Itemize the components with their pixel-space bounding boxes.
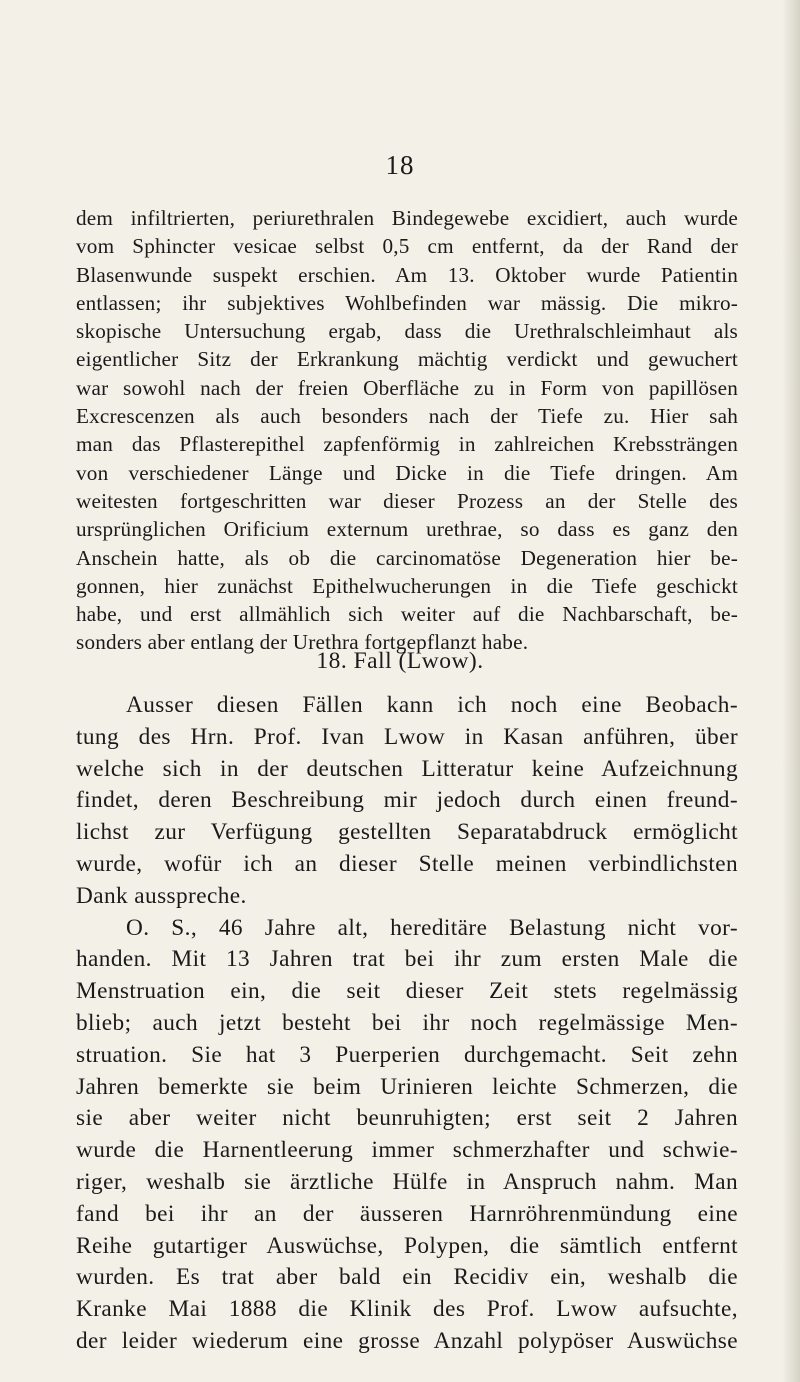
paragraph-continuation	[76, 204, 738, 657]
text-line: entlassen; ihr subjektives Wohlbefinden war mässig. Die mikro-	[76, 290, 738, 315]
text-line: Kranke Mai 1888 die Klinik des Prof. Lwow aufsuchte,	[76, 1296, 738, 1323]
page-edge-shadow	[782, 0, 800, 1382]
text-line: tung des Hrn. Prof. Ivan Lwow in Kasan anführen, über	[76, 723, 738, 750]
text-line: man das Pflasterepithel zapfenförmig in zahlreichen Krebssträngen	[76, 432, 738, 457]
paragraph-intro	[76, 690, 738, 913]
text-line: findet, deren Beschreibung mir jedoch durch einen freund-	[76, 787, 738, 814]
text-line: sie aber weiter nicht beunruhigten; erst seit 2 Jahren	[76, 1105, 738, 1132]
text-line: blieb; auch jetzt besteht bei ihr noch regelmässige Men-	[76, 1009, 738, 1036]
text-line: riger, weshalb sie ärztliche Hülfe in Anspruch nahm. Man	[76, 1168, 738, 1195]
text-line: Menstruation ein, die seit dieser Zeit stets regelmässig	[76, 978, 738, 1005]
text-line: skopische Untersuchung ergab, dass die Urethralschleimhaut als	[76, 319, 738, 344]
text-line: Excrescenzen als auch besonders nach der Tiefe zu. Hier sah	[76, 404, 738, 429]
text-line: wurde, wofür ich an dieser Stelle meinen verbindlichsten	[76, 850, 738, 877]
text-line: sonders aber entlang der Urethra fortgepflanzt habe.	[76, 630, 529, 655]
text-line: fand bei ihr an der äusseren Harnröhrenmündung eine	[76, 1200, 738, 1227]
text-line: wurden. Es trat aber bald ein Recidiv ein, weshalb die	[76, 1264, 738, 1291]
text-line: wurde die Harnentleerung immer schmerzhafter und schwie-	[76, 1137, 738, 1164]
case-body	[76, 690, 738, 1358]
case-heading: 18. Fall (Lwow).	[316, 648, 484, 674]
text-line: vom Sphincter vesicae selbst 0,5 cm entfernt, da der Rand der	[76, 234, 738, 259]
text-line: handen. Mit 13 Jahren trat bei ihr zum ersten Male die	[76, 946, 738, 973]
text-line: eigentlicher Sitz der Erkrankung mächtig verdickt und gewuchert	[76, 347, 738, 372]
text-line: Reihe gutartiger Auswüchse, Polypen, die sämtlich entfernt	[76, 1232, 738, 1259]
text-line: der leider wiederum eine grosse Anzahl polypöser Auswüchse	[76, 1327, 738, 1354]
text-line: Dank ausspreche.	[76, 882, 247, 909]
text-line: dem infiltrierten, periurethralen Bindegewebe excidiert, auch wurde	[76, 206, 738, 230]
text-line: von verschiedener Länge und Dicke in die Tiefe dringen. Am	[76, 460, 738, 485]
text-line: O. S., 46 Jahre alt, hereditäre Belastung nicht vor-	[126, 914, 738, 941]
text-line: weitesten fortgeschritten war dieser Prozess an der Stelle des	[76, 488, 738, 513]
text-line: Jahren bemerkte sie beim Urinieren leichte Schmerzen, die	[76, 1073, 738, 1100]
text-line: Anschein hatte, als ob die carcinomatöse Degeneration hier be-	[76, 545, 738, 570]
text-line: war sowohl nach der freien Oberfläche zu in Form von papillösen	[76, 375, 738, 400]
page-number: 18	[385, 150, 415, 180]
text-line: habe, und erst allmählich sich weiter auf die Nachbarschaft, be-	[76, 602, 738, 627]
text-line: lichst zur Verfügung gestellten Separatabdruck ermöglicht	[76, 819, 738, 846]
text-line: struation. Sie hat 3 Puerperien durchgemacht. Seit zehn	[76, 1041, 738, 1068]
text-line: ursprünglichen Orificium externum urethrae, so dass es ganz den	[76, 517, 738, 542]
text-line: Ausser diesen Fällen kann ich noch eine Beobach-	[126, 692, 738, 718]
text-line: Blasenwunde suspekt erschien. Am 13. Oktober wurde Patientin	[76, 262, 738, 287]
text-line: welche sich in der deutschen Litteratur keine Aufzeichnung	[76, 755, 738, 782]
text-line: gonnen, hier zunächst Epithelwucherungen in die Tiefe geschickt	[76, 573, 738, 598]
paragraph-case-history	[76, 913, 738, 1358]
